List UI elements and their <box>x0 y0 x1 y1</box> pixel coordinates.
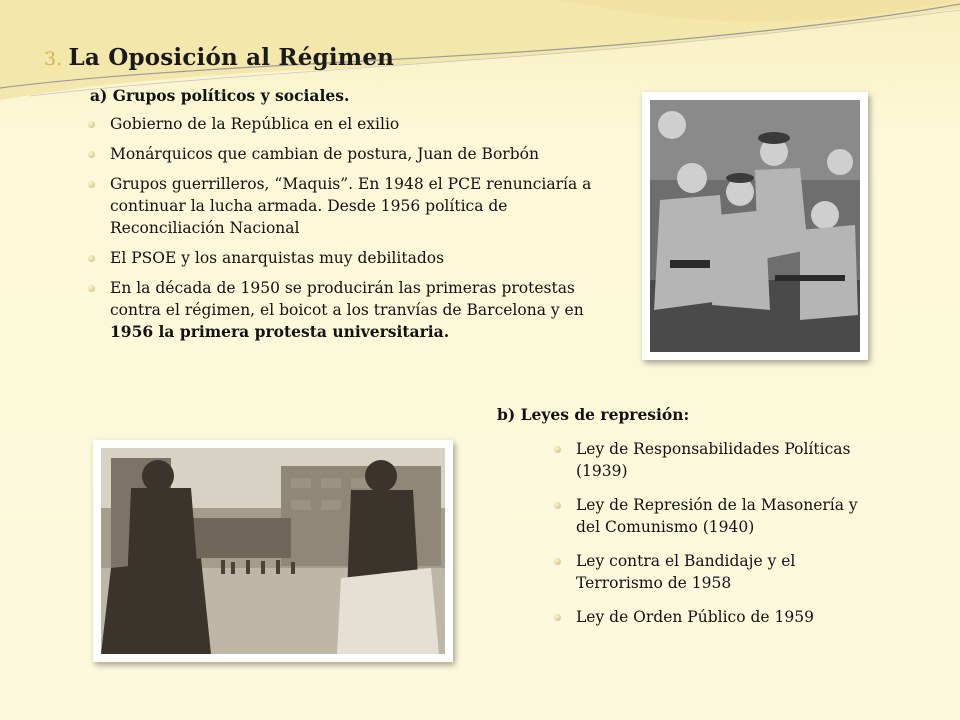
list-item: Ley de Represión de la Masonería y del Comunismo (1940) <box>548 494 868 538</box>
list-item: Grupos guerrilleros, “Maquis”. En 1948 el PCE renunciaría a continuar la lucha armada. Desde 1956 política de Reconciliación Nacional <box>82 173 602 239</box>
list-item: En la década de 1950 se producirán las primeras protestas contra el régimen, el boicot a los tranvías de Barcelona y en 1956 la primera protesta universitaria. <box>82 277 602 343</box>
maquis-photo-image <box>650 100 860 352</box>
section-b-list <box>548 438 868 636</box>
list-item: Ley de Orden Público de 1959 <box>548 606 868 628</box>
slide-title <box>44 44 394 71</box>
list-item: El PSOE y los anarquistas muy debilitados <box>82 247 602 269</box>
section-a-list <box>82 113 602 351</box>
bold-emphasis: 1956 la primera protesta universitaria. <box>110 322 450 341</box>
bullet-icon <box>554 558 561 565</box>
title-number: 3. <box>44 48 63 70</box>
bullet-icon <box>554 614 561 621</box>
list-item: Monárquicos que cambian de postura, Juan de Borbón <box>82 143 602 165</box>
list-item: Ley de Responsabilidades Políticas (1939) <box>548 438 868 482</box>
section-a-heading: a) Grupos políticos y sociales. <box>90 86 350 105</box>
bullet-icon <box>554 502 561 509</box>
mounted-police-photo <box>93 440 453 662</box>
bullet-icon <box>88 151 95 158</box>
list-item: Gobierno de la República en el exilio <box>82 113 602 135</box>
bullet-icon <box>88 255 95 262</box>
maquis-photo <box>642 92 868 360</box>
bullet-icon <box>88 285 95 292</box>
list-item: Ley contra el Bandidaje y el Terrorismo de 1958 <box>548 550 868 594</box>
bullet-icon <box>88 181 95 188</box>
bullet-icon <box>554 446 561 453</box>
bullet-icon <box>88 121 95 128</box>
title-text: La Oposición al Régimen <box>68 44 395 71</box>
mounted-police-photo-image <box>101 448 445 654</box>
section-b-heading: b) Leyes de represión: <box>497 405 690 424</box>
